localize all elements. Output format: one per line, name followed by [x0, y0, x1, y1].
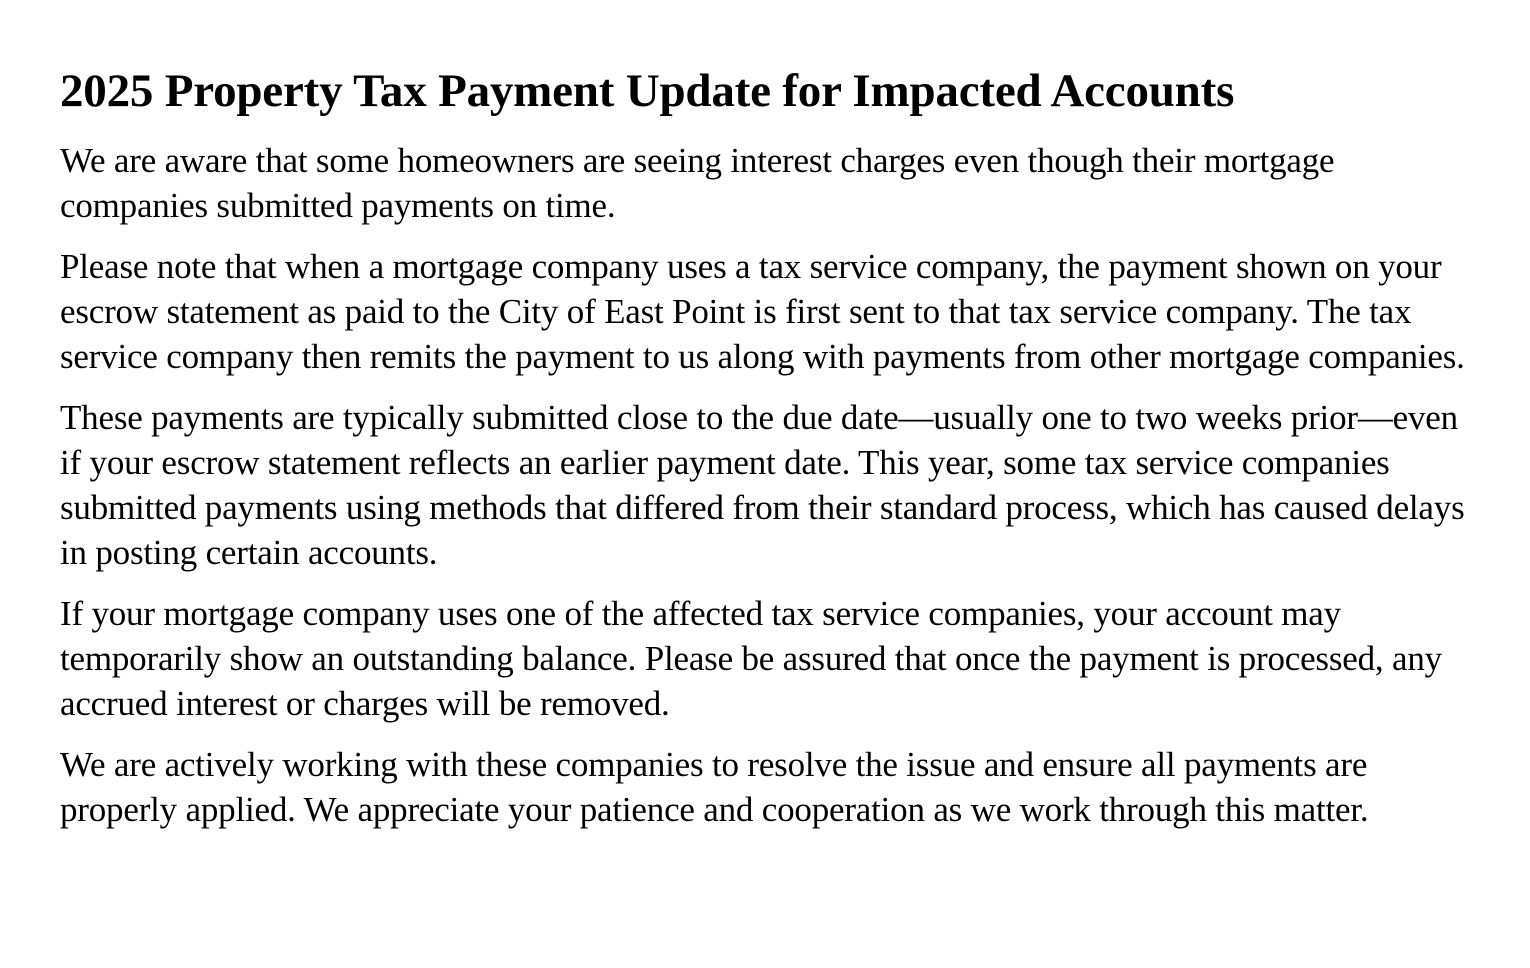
- notice-paragraph-1: We are aware that some homeowners are seeing interest charges even though their mortgage companies submitted payments on time.: [60, 141, 1335, 225]
- page-title: 2025 Property Tax Payment Update for Impacted Accounts: [60, 65, 1235, 117]
- notice-body: [60, 138, 1470, 832]
- notice-paragraph-4: If your mortgage company uses one of the affected tax service companies, your account may temporarily show an outstanding balance. Please be assured that once the payment is processed, any accrued interest or charges will be removed.: [60, 594, 1442, 723]
- notice-paragraph-3: These payments are typically submitted close to the due date—usually one to two weeks prior—even if your escrow statement reflects an earlier payment date. This year, some tax service companies submitted payments using methods that differed from their standard process, which has caused delays in posting certain accounts.: [60, 398, 1465, 572]
- notice-paragraph-2: Please note that when a mortgage company uses a tax service company, the payment shown on your escrow statement as paid to the City of East Point is first sent to that tax service company. The tax service company then remits the payment to us along with payments from other mortgage companies.: [60, 247, 1465, 376]
- notice-paragraph-5: We are actively working with these companies to resolve the issue and ensure all payments are properly applied. We appreciate your patience and cooperation as we work through this matter.: [60, 745, 1369, 829]
